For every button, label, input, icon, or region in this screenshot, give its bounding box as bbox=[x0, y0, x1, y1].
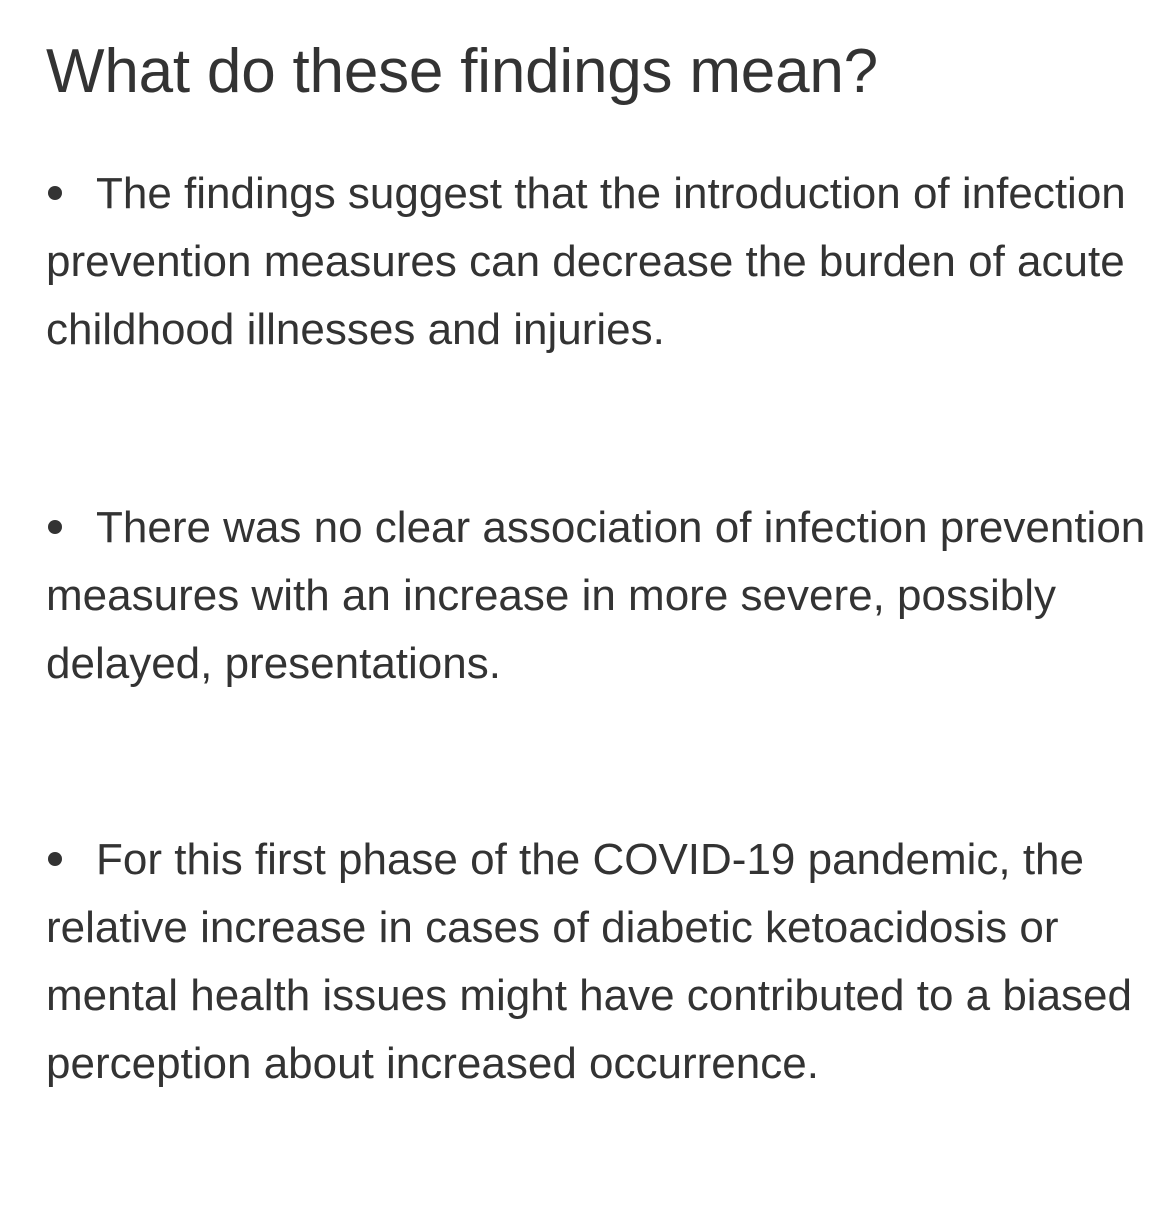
bullet-icon bbox=[48, 520, 62, 534]
finding-item bbox=[46, 826, 1146, 1098]
finding-text: There was no clear association of infection prevention measures with an increase in more severe, possibly delayed, presentations. bbox=[46, 503, 1146, 688]
section-heading: What do these findings mean? bbox=[46, 37, 878, 106]
finding-item bbox=[46, 494, 1146, 698]
bullet-icon bbox=[48, 186, 62, 200]
finding-text: The findings suggest that the introduction of infection prevention measures can decrease the burden of acute childhood illnesses and injuries. bbox=[46, 169, 1126, 354]
findings-list bbox=[46, 160, 1146, 1228]
finding-item bbox=[46, 160, 1146, 364]
finding-text: For this first phase of the COVID-19 pandemic, the relative increase in cases of diabetic ketoacidosis or mental health issues might have contributed to a biased perception about increased occurrence. bbox=[46, 835, 1132, 1088]
bullet-icon bbox=[48, 852, 62, 866]
